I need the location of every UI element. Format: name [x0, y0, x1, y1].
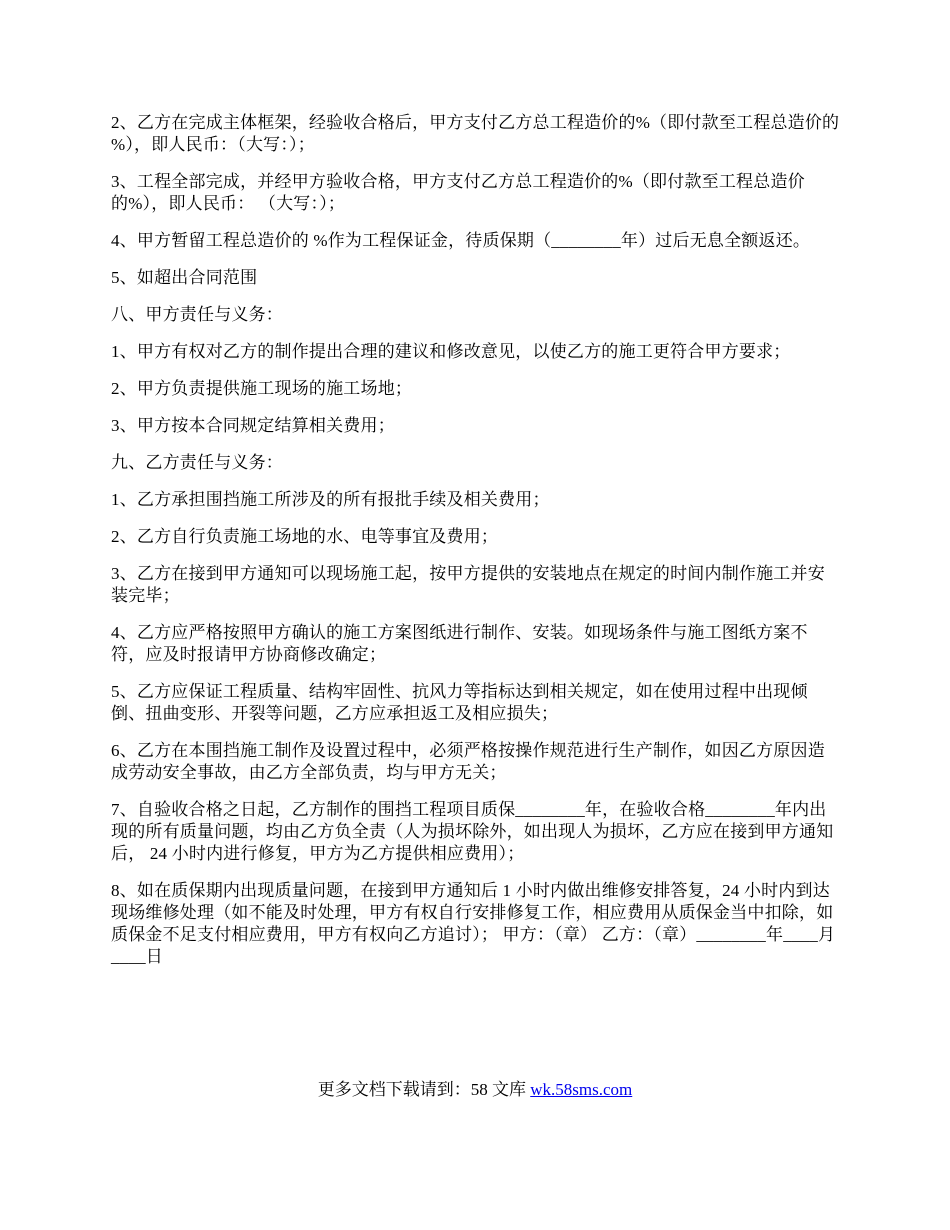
paragraph-party-b-7: 7、自验收合格之日起，乙方制作的围挡工程项目质保________年，在验收合格________年内出现的所有质量问题，均由乙方负全责（人为损坏除外，如出现人为损坏，乙方应在接到甲方通知后， 24 小时内进行修复，甲方为乙方提供相应费用）；	[111, 800, 834, 863]
paragraph-party-b-1: 1、乙方承担围挡施工所涉及的所有报批手续及相关费用；	[111, 490, 550, 509]
document-body	[111, 112, 841, 983]
paragraph-party-a-1: 1、甲方有权对乙方的制作提出合理的建议和修改意见，以使乙方的施工更符合甲方要求；	[111, 342, 791, 361]
paragraph-party-a-2: 2、甲方负责提供施工现场的施工场地；	[111, 379, 413, 398]
paragraph-payment-3: 3、工程全部完成，并经甲方验收合格，甲方支付乙方总工程造价的%（即付款至工程总造价的%），即人民币： （大写：）；	[111, 172, 805, 213]
paragraph-payment-2: 2、乙方在完成主体框架，经验收合格后，甲方支付乙方总工程造价的%（即付款至工程总造价的 %），即人民币：（大写：）；	[111, 113, 840, 154]
paragraph-payment-4: 4、甲方暂留工程总造价的 %作为工程保证金，待质保期（________年）过后无息全额返还。	[111, 231, 811, 250]
paragraph-party-a-3: 3、甲方按本合同规定结算相关费用；	[111, 416, 395, 435]
footer	[0, 1079, 950, 1101]
paragraph-party-b-3: 3、乙方在接到甲方通知可以现场施工起，按甲方提供的安装地点在规定的时间内制作施工并安装完毕；	[111, 564, 825, 605]
footer-text: 更多文档下载请到：58 文库	[317, 1080, 531, 1099]
section-heading-party-a: 八、甲方责任与义务：	[111, 305, 283, 324]
section-heading-party-b: 九、乙方责任与义务：	[111, 453, 283, 472]
paragraph-party-b-4: 4、乙方应严格按照甲方确认的施工方案图纸进行制作、安装。如现场条件与施工图纸方案不符，应及时报请甲方协商修改确定；	[111, 623, 808, 664]
paragraph-party-b-8-signature: 8、如在质保期内出现质量问题，在接到甲方通知后 1 小时内做出维修安排答复，24 小时内到达现场维修处理（如不能及时处理，甲方有权自行安排修复工作，相应费用从质保金当中扣除，如质保金不足支付相应费用，甲方有权向乙方追讨）； 甲方：（章） 乙方：（章）________年____月____日	[111, 881, 836, 966]
paragraph-payment-5: 5、如超出合同范围	[111, 268, 258, 287]
paragraph-party-b-2: 2、乙方自行负责施工场地的水、电等事宜及费用；	[111, 527, 499, 546]
paragraph-party-b-5: 5、乙方应保证工程质量、结构牢固性、抗风力等指标达到相关规定，如在使用过程中出现倾倒、扭曲变形、开裂等问题，乙方应承担返工及相应损失；	[111, 682, 808, 723]
paragraph-party-b-6: 6、乙方在本围挡施工制作及设置过程中，必须严格按操作规范进行生产制作，如因乙方原因造成劳动安全事故，由乙方全部负责，均与甲方无关；	[111, 741, 825, 782]
footer-link[interactable]: wk.58sms.com	[530, 1080, 633, 1099]
